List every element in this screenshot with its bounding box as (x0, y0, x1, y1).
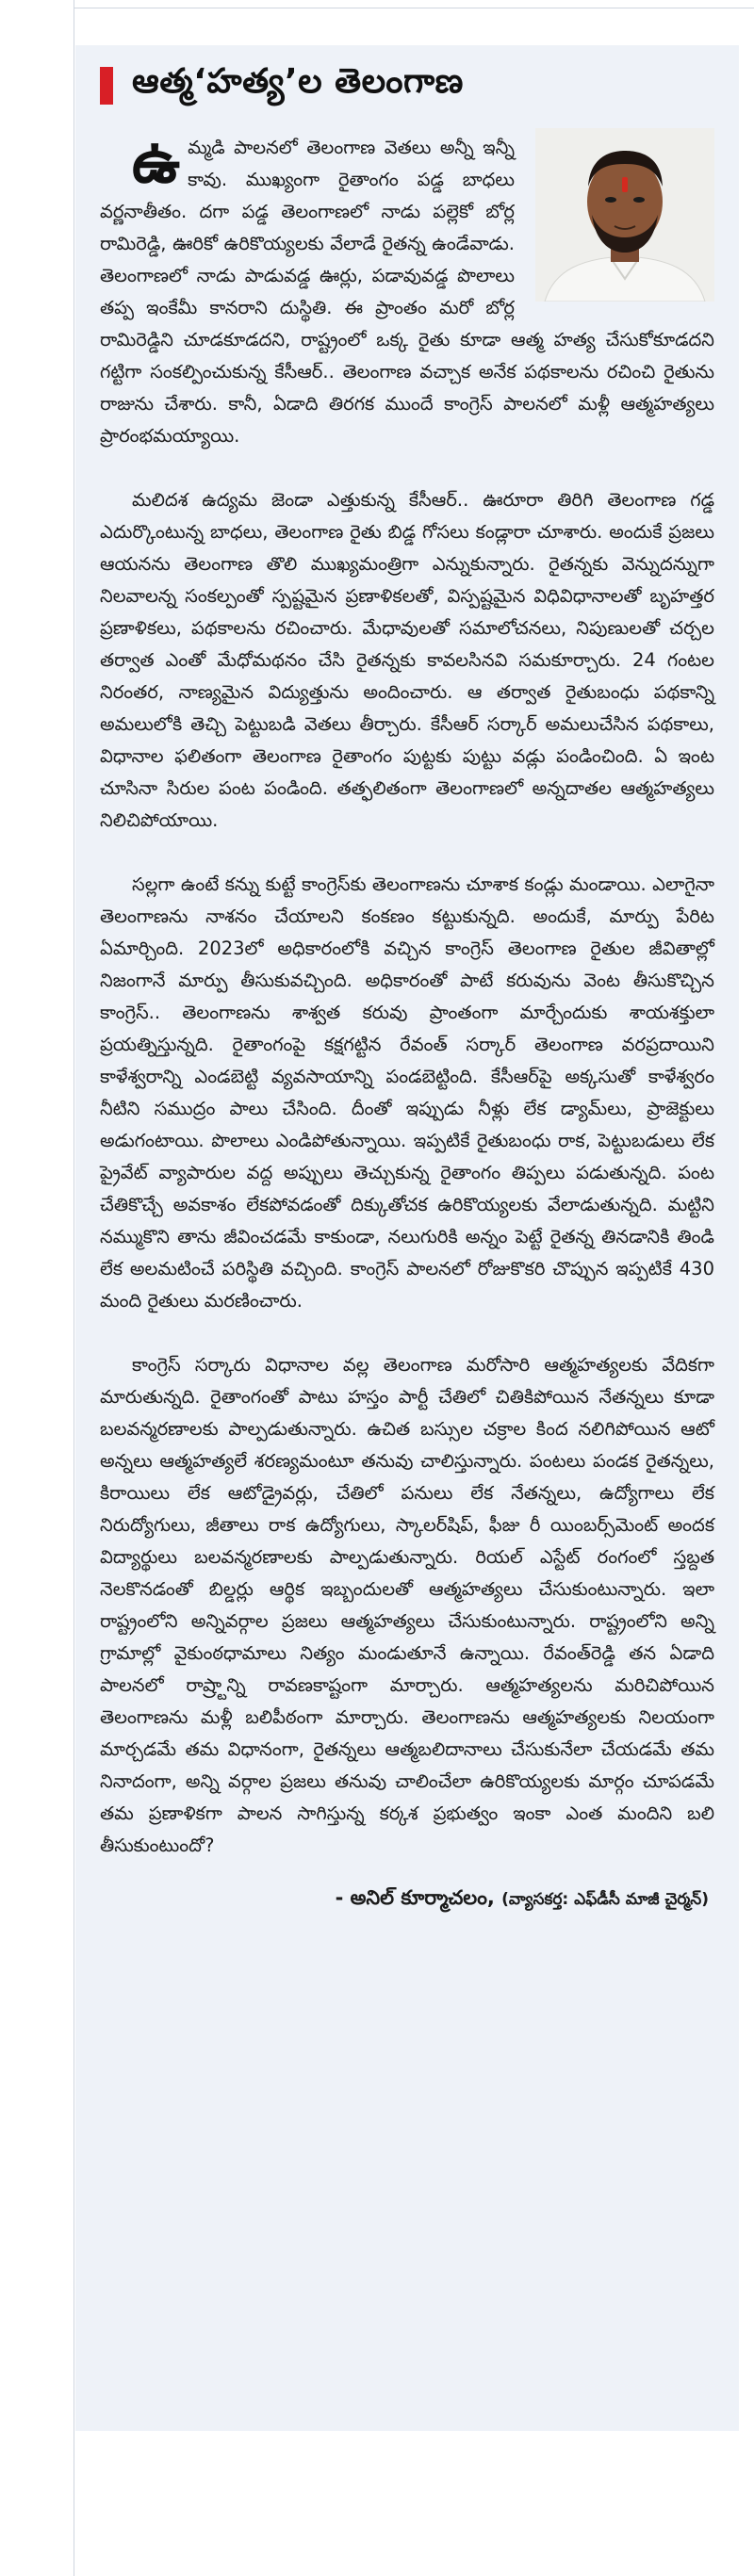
article-body (100, 127, 714, 1915)
paragraph-2-text: మలిదశ ఉద్యమ జెండా ఎత్తుకున్న కేసీఆర్.. ఊరూరా తిరిగి తెలంగాణ గడ్డ ఎదుర్కొంటున్న బాధలు, తెలంగాణ రైతు బిడ్డ గోసలు కండ్లారా చూశారు. అందుకే ప్రజలు ఆయనను తెలంగాణ తొలి ముఖ్యమంత్రిగా ఎన్నుకున్నారు. రైతన్నకు వెన్నుదన్నుగా నిలవాలన్న సంకల్పంతో స్పష్టమైన ప్రణాళికలతో, విస్పష్టమైన విధివిధానాలతో బృహత్తర ప్రణాళికలు, పథకాలను రచించారు. మేధావులతో సమాలోచనలు, నిపుణులతో చర్చల తర్వాత ఎంతో మేధోమథనం చేసి రైతన్నకు కావలసినవి సమకూర్చారు. 24 గంటల నిరంతర, నాణ్యమైన విద్యుత్తును అందించారు. ఆ తర్వాత రైతుబంధు పథకాన్ని అమలులోకి తెచ్చి పెట్టుబడి వెతలు తీర్చారు. కేసీఆర్ సర్కార్ అమలుచేసిన పథకాలు, విధానాల ఫలితంగా తెలంగాణ రైతాంగం పుట్టకు పుట్టు వడ్లు పండించింది. ఏ ఇంట చూసినా సిరుల పంట పండింది. తత్ఫలితంగా తెలంగాణలో అన్నదాతల ఆత్మహత్యలు నిలిచిపోయాయి. (100, 489, 714, 831)
paragraph-1-text: మ్మడి పాలనలో తెలంగాణ వెతలు అన్నీ ఇన్నీ కావు. ముఖ్యంగా రైతాంగం పడ్డ బాధలు వర్ణనాతీతం. దగా పడ్డ తెలంగాణలో నాడు పల్లెకో బోర్ల రామిరెడ్డి, ఊరికో ఉరికొయ్యలకు వేలాడే రైతన్న ఉండేవాడు. తెలంగాణలో నాడు పాడువడ్డ ఊర్లు, పడావువడ్డ పొలాలు తప్ప ఇంకేమీ కానరాని దుస్థితి. ఈ ప్రాంతం మరో బోర్ల రామిరెడ్డిని చూడకూడదని, రాష్ట్రంలో ఒక్క రైతు కూడా ఆత్మ హత్య చేసుకోకూడదని గట్టిగా సంకల్పించుకున్న కేసీఆర్.. తెలంగాణ వచ్చాక అనేక పథకాలను రచించి రైతును రాజును చేశారు. కానీ, ఏడాది తిరగక ముందే కాంగ్రెస్ పాలనలో మళ్లీ ఆత్మహత్యలు ప్రారంభమయ్యాయి. (100, 137, 714, 447)
headline-accent-bar (100, 67, 113, 105)
drop-cap: ఉ (132, 127, 181, 197)
paragraph-3-text: సల్లగా ఉంటే కన్ను కుట్టే కాంగ్రెస్‌కు తెలంగాణను చూశాక కండ్లు మండాయి. ఎలాగైనా తెలంగాణను నాశనం చేయాలని కంకణం కట్టుకున్నది. అందుకే, మార్పు పేరిట ఏమార్చింది. 2023లో అధికారంలోకి వచ్చిన కాంగ్రెస్ తెలంగాణ రైతుల జీవితాల్లో నిజంగానే మార్పు తీసుకువచ్చింది. అధికారంతో పాటే కరువును వెంట తీసుకొచ్చిన కాంగ్రెస్.. తెలంగాణను శాశ్వత కరువు ప్రాంతంగా మార్చేందుకు శాయశక్తులా ప్రయత్నిస్తున్నది. రైతాంగంపై కక్షగట్టిన రేవంత్ సర్కార్ తెలంగాణ వరప్రదాయిని కాళేశ్వరాన్ని ఎండబెట్టి వ్యవసాయాన్ని పండబెట్టింది. కేసీఆర్‌పై అక్కసుతో కాళేశ్వరం నీటిని సముద్రం పాలు చేసింది. దీంతో ఇప్పుడు నీళ్లు లేక డ్యామ్‌లు, ప్రాజెక్టులు అడుగంటాయి. పొలాలు ఎండిపోతున్నాయి. ఇప్పటికే రైతుబంధు రాక, పెట్టుబడులు లేక ప్రైవేట్ వ్యాపారుల వద్ద అప్పులు తెచ్చుకున్న రైతాంగం తిప్పలు పడుతున్నది. పంట చేతికొచ్చే అవకాశం లేకపోవడంతో దిక్కుతోచక ఉరికొయ్యలకు వేలాడుతున్నది. మట్టిని నమ్ముకొని తాను జీవించడమే కాకుండా, నలుగురికి అన్నం పెట్టే రైతన్న తినడానికి తిండి లేక అలమటించే పరిస్థితి వచ్చింది. కాంగ్రెస్ పాలనలో రోజుకొకరి చొప్పున ఇప్పటికే 430 మంది రైతులు మరణించారు. (100, 873, 714, 1312)
article-panel (75, 45, 739, 2431)
headline: ఆత్మ‘హత్య’ల తెలంగాణ (132, 62, 464, 101)
author-role: (వ్యాసకర్త: ఎఫ్‌డీసీ మాజీ చైర్మన్) (501, 1890, 709, 1909)
byline (100, 1886, 714, 1915)
paragraph-3 (100, 869, 714, 1317)
paragraph-4-text: కాంగ్రెస్ సర్కారు విధానాల వల్ల తెలంగాణ మరోసారి ఆత్మహత్యలకు వేదికగా మారుతున్నది. రైతాంగంతో పాటు హస్తం పార్టీ చేతిలో చితికిపోయిన నేతన్నలు కూడా బలవన్మరణాలకు పాల్పడుతున్నారు. ఉచిత బస్సుల చక్రాల కింద నలిగిపోయిన ఆటో అన్నలు ఆత్మహత్యలే శరణ్యమంటూ తనువు చాలిస్తున్నారు. పంటలు పండక రైతన్నలు, కిరాయిలు లేక ఆటోడ్రైవర్లు, చేతిలో పనులు లేక నేతన్నలు, ఉద్యోగాలు లేక నిరుద్యోగులు, జీతాలు రాక ఉద్యోగులు, స్కాలర్‌షిప్, ఫీజు రీ యింబర్స్‌మెంట్ అందక విద్యార్థులు బలవన్మరణాలకు పాల్పడుతున్నారు. రియల్ ఎస్టేట్ రంగంలో స్తబ్దత నెలకొనడంతో బిల్డర్లు ఆర్థిక ఇబ్బందులతో ఆత్మహత్యలు చేసుకుంటున్నారు. ఇలా రాష్ట్రంలోని అన్నివర్గాల ప్రజలు ఆత్మహత్యలు చేసుకుంటున్నారు. రాష్ట్రంలోని అన్ని గ్రామాల్లో వైకుంఠధామాలు నిత్యం మండుతూనే ఉన్నాయి. రేవంత్‌రెడ్డి తన ఏడాది పాలనలో రాష్ర్టాన్ని రావణకాష్టంగా మార్చారు. ఆత్మహత్యలను మరిచిపోయిన తెలంగాణను మళ్లీ బలిపీఠంగా మార్చారు. తెలంగాణను ఆత్మహత్యలకు నిలయంగా మార్చడమే తమ విధానంగా, రైతన్నలు ఆత్మబలిదానాలు చేసుకునేలా చేయడమే తమ నినాదంగా, అన్ని వర్గాల ప్రజలు తనువు చాలించేలా ఉరికొయ్యలకు మార్గం చూపడమే తమ ప్రణాళికగా పాలన సాగిస్తున్న కర్కశ ప్రభుత్వం ఇంకా ఎంత మందిని బలి తీసుకుంటుందో? (100, 1354, 714, 1856)
paragraph-4 (100, 1349, 714, 1862)
headline-row (100, 60, 714, 111)
author-portrait-icon (535, 128, 714, 302)
author-name: - అనిల్ కూర్మాచలం, (335, 1886, 495, 1909)
paragraph-2 (100, 484, 714, 837)
